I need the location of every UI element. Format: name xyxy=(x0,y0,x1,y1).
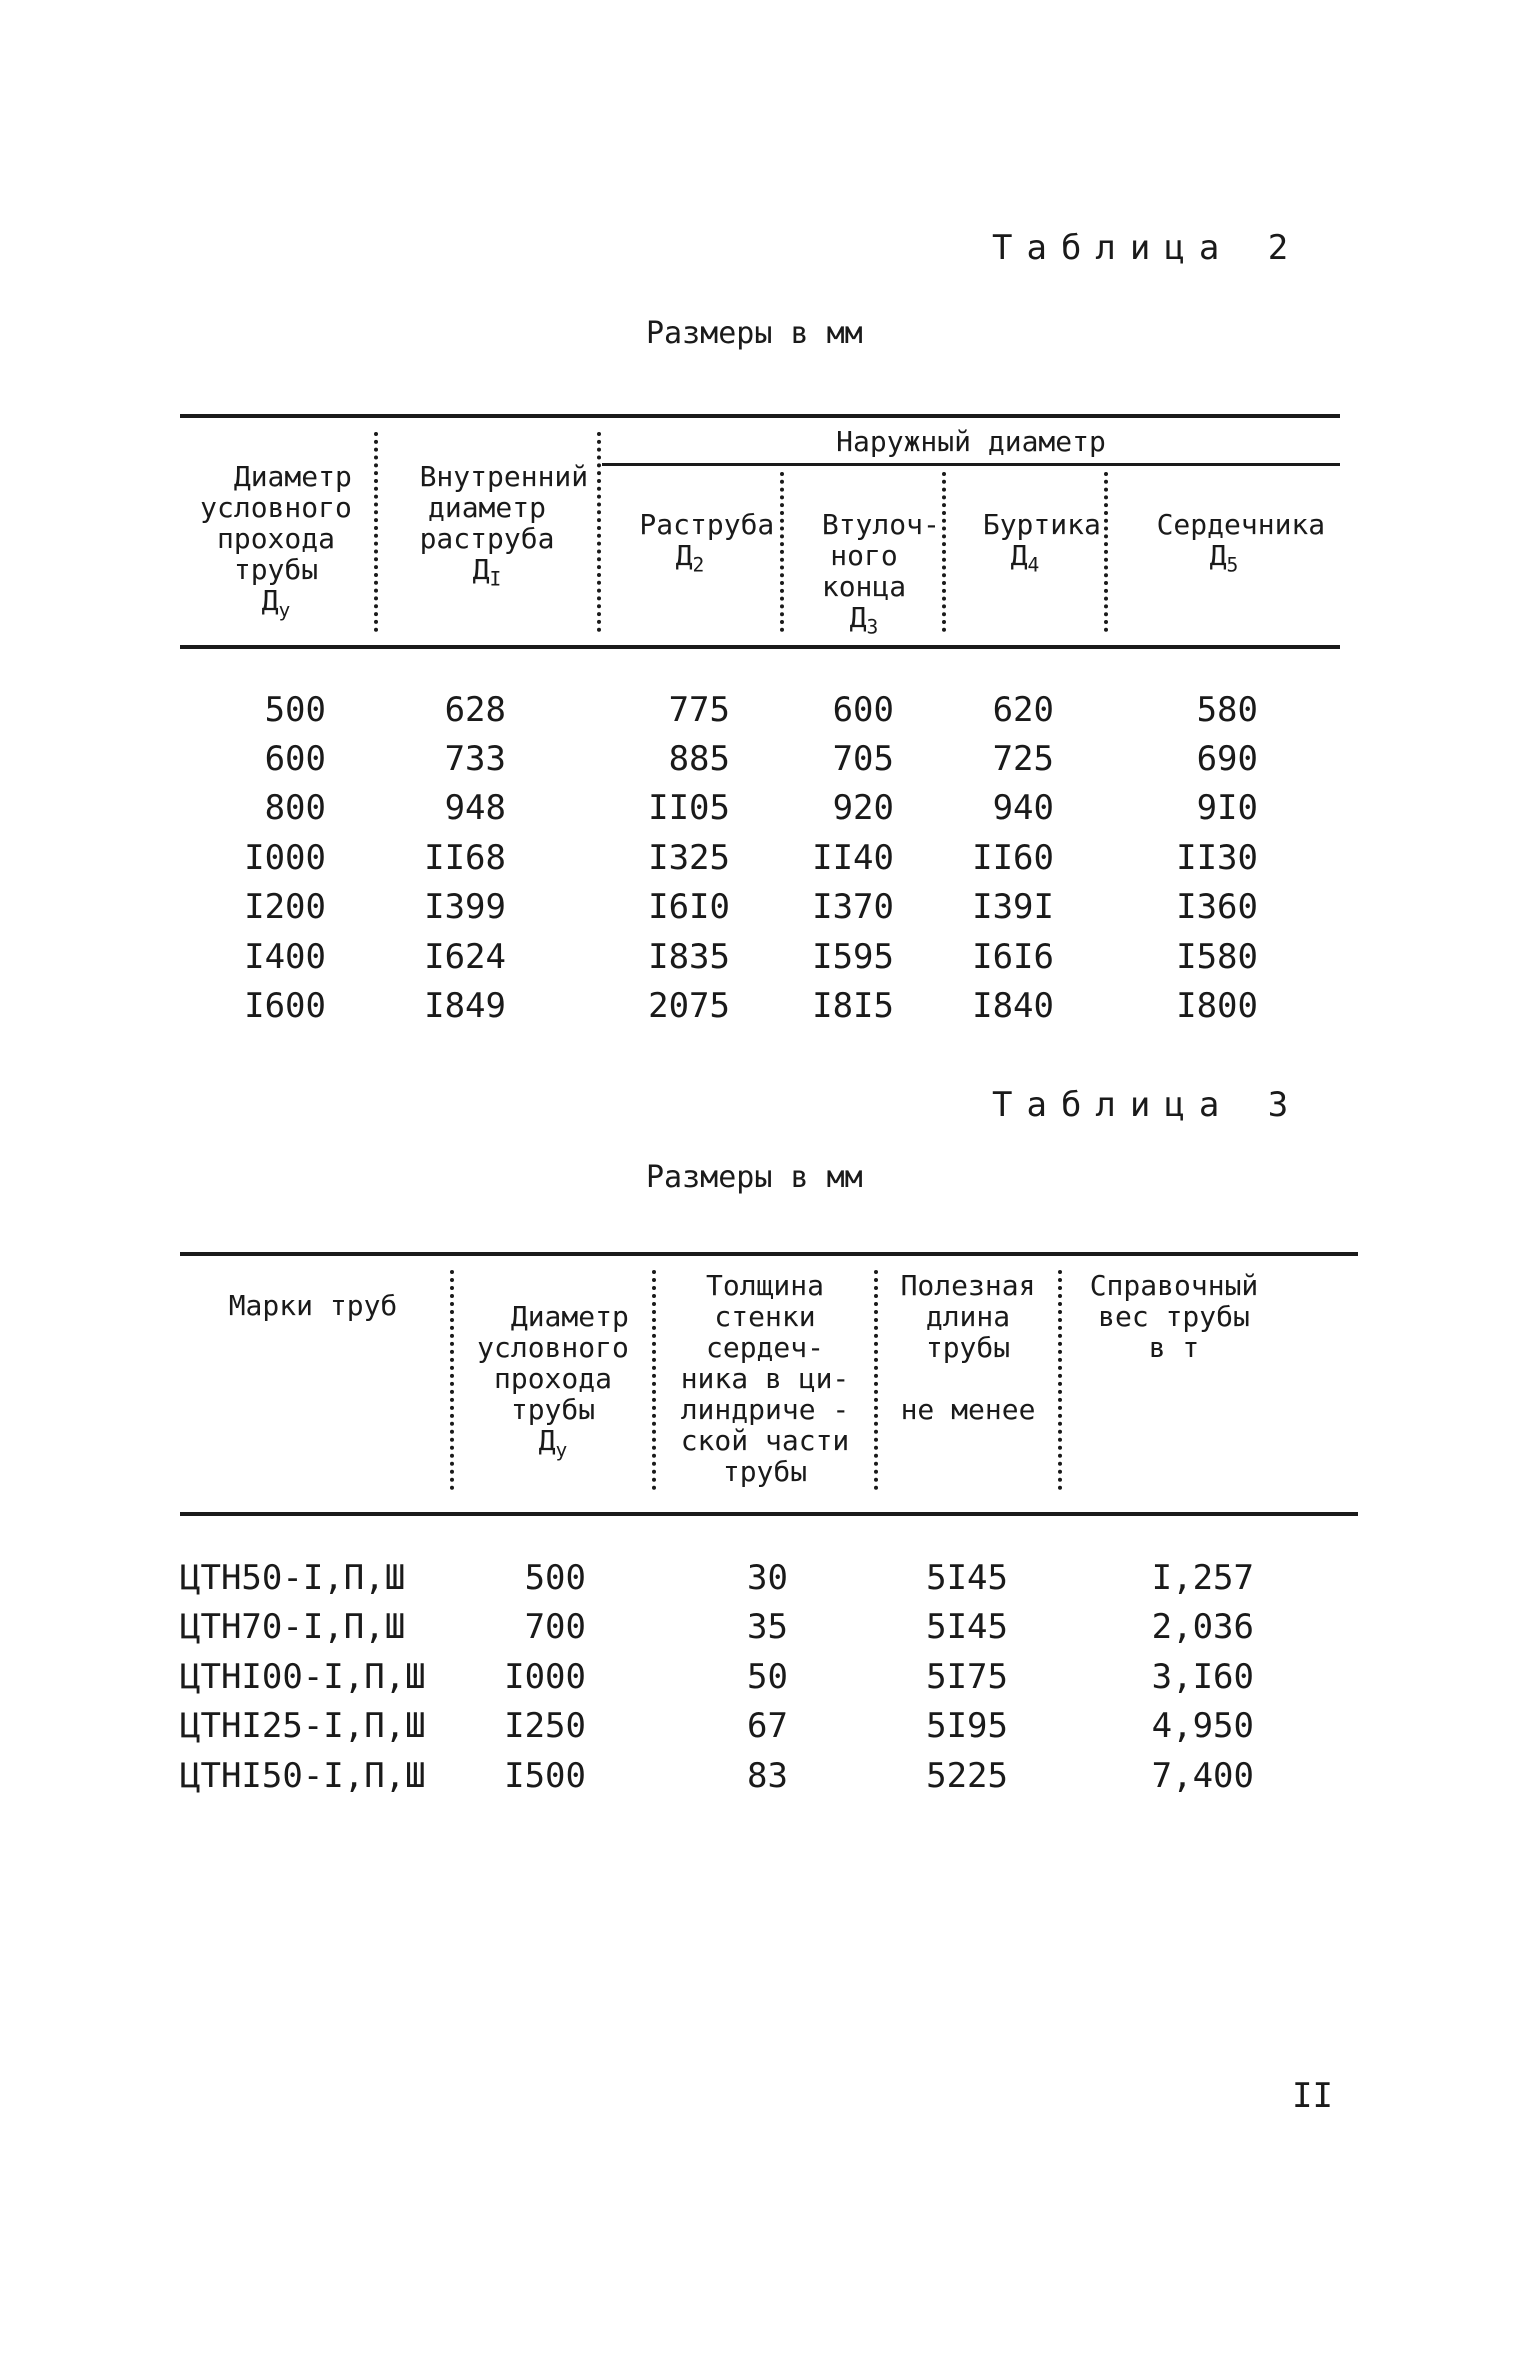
table3-header-wall-thickness: Толщина стенки сердеч- ника в ци- линдриче - ской части трубы xyxy=(680,1269,850,1488)
table2-cell: I399 xyxy=(424,887,506,927)
table2-number-label: Таблица 2 xyxy=(992,228,1303,268)
table3-cell: 5I45 xyxy=(926,1607,1008,1647)
table3-cell: 500 xyxy=(524,1558,586,1598)
table2-cell: 775 xyxy=(668,690,730,730)
table2-cell: 628 xyxy=(444,690,506,730)
table2-cell: I849 xyxy=(424,986,506,1026)
table2-cell: I325 xyxy=(648,838,730,878)
table3-grade-cell: ЦТН70-I,П,Ш xyxy=(180,1607,406,1647)
table3-cell: I,257 xyxy=(1151,1558,1254,1598)
table2-cell: 800 xyxy=(264,788,326,828)
table2-cell: I370 xyxy=(812,887,894,927)
table2-header-outer-diameter-group: Наружный диаметр xyxy=(836,425,1106,458)
table3-cell: 2,036 xyxy=(1151,1607,1254,1647)
table2-cell: II60 xyxy=(972,838,1054,878)
table3-cell: 5I75 xyxy=(926,1657,1008,1697)
page-number: II xyxy=(1292,2076,1333,2116)
table2-header-diameter-nominal: Диаметр условного прохода трубы $Д_у$ xyxy=(200,460,352,622)
table2-cell: I8I5 xyxy=(812,986,894,1026)
table2-cell: I840 xyxy=(972,986,1054,1026)
table2-cell: I400 xyxy=(244,937,326,977)
table3-subtitle: Размеры в мм xyxy=(646,1160,863,1195)
table2-cell: I600 xyxy=(244,986,326,1026)
table2-cell: I360 xyxy=(1176,887,1258,927)
table2-cell: 2075 xyxy=(648,986,730,1026)
table3-cell: 50 xyxy=(747,1657,788,1697)
table2-header-spigot-end: Втулоч- ного конца $Д_3$ xyxy=(821,508,940,639)
table3-header-pipe-grades: Марки труб xyxy=(228,1289,398,1322)
table2-cell: I835 xyxy=(648,937,730,977)
table3-grade-cell: ЦТНI50-I,П,Ш xyxy=(180,1756,426,1796)
table2-cell: I800 xyxy=(1176,986,1258,1026)
table3-top-rule xyxy=(180,1252,1358,1256)
table3-cell: 30 xyxy=(747,1558,788,1598)
table3-header-diameter-nominal: Диаметр условного прохода трубы $Д_у$ xyxy=(477,1300,629,1462)
table2-cell: I000 xyxy=(244,838,326,878)
table2-cell: 885 xyxy=(668,739,730,779)
table3-header-rule xyxy=(180,1512,1358,1516)
table2-cell: 620 xyxy=(992,690,1054,730)
table3-cell: 5225 xyxy=(926,1756,1008,1796)
table2-cell: 600 xyxy=(832,690,894,730)
table2-header-bead: Буртика $Д_4$ xyxy=(982,508,1101,577)
table2-cell: I580 xyxy=(1176,937,1258,977)
table2-cell: 920 xyxy=(832,788,894,828)
table3-cell: 700 xyxy=(524,1607,586,1647)
table2-group-rule xyxy=(602,463,1340,466)
table3-cell: I500 xyxy=(504,1756,586,1796)
table2-cell: II40 xyxy=(812,838,894,878)
table2-cell: 948 xyxy=(444,788,506,828)
table3-cell: 35 xyxy=(747,1607,788,1647)
table2-cell: I6I0 xyxy=(648,887,730,927)
table3-cell: 5I95 xyxy=(926,1706,1008,1746)
table3-cell: I000 xyxy=(504,1657,586,1697)
table2-cell: 940 xyxy=(992,788,1054,828)
table2-cell: 725 xyxy=(992,739,1054,779)
table2-top-rule xyxy=(180,414,1340,418)
table2-cell: I39I xyxy=(972,887,1054,927)
table3-number-label: Таблица 3 xyxy=(992,1085,1303,1125)
table2-header-inner-diameter-socket: Внутренний диаметр раструба $Д_I$ xyxy=(419,460,589,591)
table2-cell: 690 xyxy=(1196,739,1258,779)
table2-header-rule xyxy=(180,645,1340,649)
table2-cell: 600 xyxy=(264,739,326,779)
table3-header-reference-weight: Справочный вес трубы в т xyxy=(1089,1269,1259,1364)
table2-cell: 500 xyxy=(264,690,326,730)
table2-cell: I624 xyxy=(424,937,506,977)
table3-cell: 67 xyxy=(747,1706,788,1746)
table3-cell: I250 xyxy=(504,1706,586,1746)
table2-cell: I6I6 xyxy=(972,937,1054,977)
table2-cell: II68 xyxy=(424,838,506,878)
table3-cell: 7,400 xyxy=(1151,1756,1254,1796)
table2-cell: 9I0 xyxy=(1196,788,1258,828)
table3-grade-cell: ЦТН50-I,П,Ш xyxy=(180,1558,406,1598)
table2-header-socket: Раструба $Д_2$ xyxy=(639,508,775,577)
table3-grade-cell: ЦТНI00-I,П,Ш xyxy=(180,1657,426,1697)
table2-cell: 580 xyxy=(1196,690,1258,730)
table3-cell: 83 xyxy=(747,1756,788,1796)
table3-grade-cell: ЦТНI25-I,П,Ш xyxy=(180,1706,426,1746)
table3-cell: 3,I60 xyxy=(1151,1657,1254,1697)
table2-header-core: Сердечника $Д_5$ xyxy=(1156,508,1326,577)
table3-cell: 4,950 xyxy=(1151,1706,1254,1746)
table2-cell: I595 xyxy=(812,937,894,977)
table3-header-useful-length: Полезная длина трубы не менее xyxy=(900,1269,1036,1426)
table2-cell: 733 xyxy=(444,739,506,779)
table2-subtitle: Размеры в мм xyxy=(646,316,863,351)
table2-cell: I200 xyxy=(244,887,326,927)
table2-cell: II05 xyxy=(648,788,730,828)
table3-cell: 5I45 xyxy=(926,1558,1008,1598)
table2-cell: II30 xyxy=(1176,838,1258,878)
table2-cell: 705 xyxy=(832,739,894,779)
